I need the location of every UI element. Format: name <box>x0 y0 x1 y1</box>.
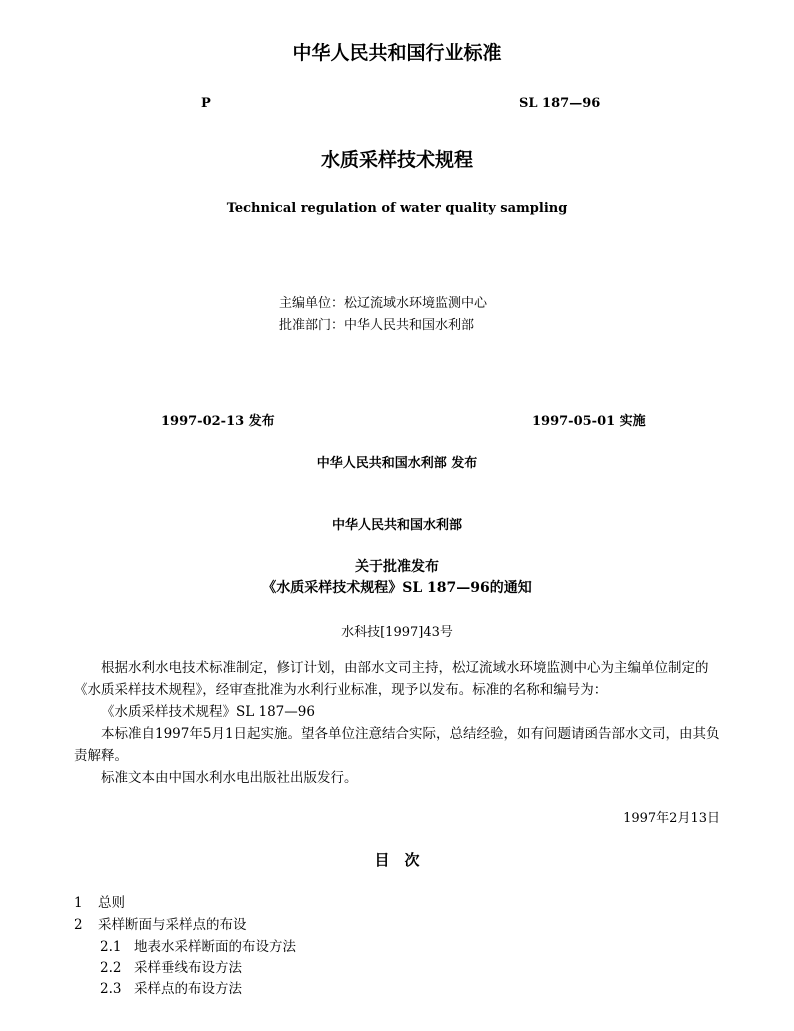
notice-paragraph: 根据水利水电技术标准制定，修订计划，由部水文司主持，松辽流域水环境监测中心为主编单位制定的《水质采样技术规程》，经审查批准为水利行业标准，现予以发布。标准的名称和编号为： <box>74 660 709 698</box>
toc-item-number: 2.3 <box>100 981 122 997</box>
notice-paragraph: 本标准自1997年5月1日起实施。望各单位注意结合实际，总结经验，如有问题请函告部水文司，由其负责解释。 <box>74 726 720 764</box>
classification-code: P <box>201 96 211 111</box>
toc-item-number: 2.1 <box>100 939 122 955</box>
toc-item[interactable] <box>74 891 125 911</box>
toc-item[interactable] <box>74 913 247 933</box>
publisher: 中华人民共和国水利部 发布 <box>316 456 478 471</box>
notice-title-line1: 关于批准发布 <box>355 559 439 575</box>
notice-doc-number: 水科技[1997]43号 <box>341 625 453 640</box>
notice-paragraph: 标准文本由中国水利水电出版社出版发行。 <box>101 770 358 786</box>
notice-paragraph: 《水质采样技术规程》SL 187—96 <box>101 704 315 720</box>
standard-category: 中华人民共和国行业标准 <box>292 42 502 64</box>
editor-organization: 主编单位：松辽流域水环境监测中心 <box>279 296 488 311</box>
document-title-en: Technical regulation of water quality sampling <box>226 201 568 216</box>
document-title-zh: 水质采样技术规程 <box>320 149 473 171</box>
toc-item-label: 地表水采样断面的布设方法 <box>134 939 296 955</box>
approver-organization: 批准部门：中华人民共和国水利部 <box>279 318 475 333</box>
toc-item-number: 1 <box>74 895 83 911</box>
notice-title-line2: 《水质采样技术规程》SL 187—96的通知 <box>262 580 532 596</box>
toc-item[interactable] <box>100 977 242 997</box>
toc-item-label: 总则 <box>98 895 125 911</box>
effective-date: 1997-05-01 实施 <box>532 414 646 429</box>
notice-issuer: 中华人民共和国水利部 <box>331 518 462 533</box>
notice-date: 1997年2月13日 <box>623 811 720 826</box>
toc-heading: 目 次 <box>374 851 420 869</box>
toc-item-label: 采样点的布设方法 <box>134 981 242 997</box>
toc-item[interactable] <box>100 956 242 976</box>
toc-item-label: 采样垂线布设方法 <box>134 960 242 976</box>
toc-item-label: 采样断面与采样点的布设 <box>98 917 247 933</box>
issue-date: 1997-02-13 发布 <box>161 414 275 429</box>
standard-code: SL 187—96 <box>519 96 601 111</box>
toc-item[interactable] <box>100 935 296 955</box>
toc-item-number: 2.2 <box>100 960 122 976</box>
toc-item-number: 2 <box>74 917 83 933</box>
